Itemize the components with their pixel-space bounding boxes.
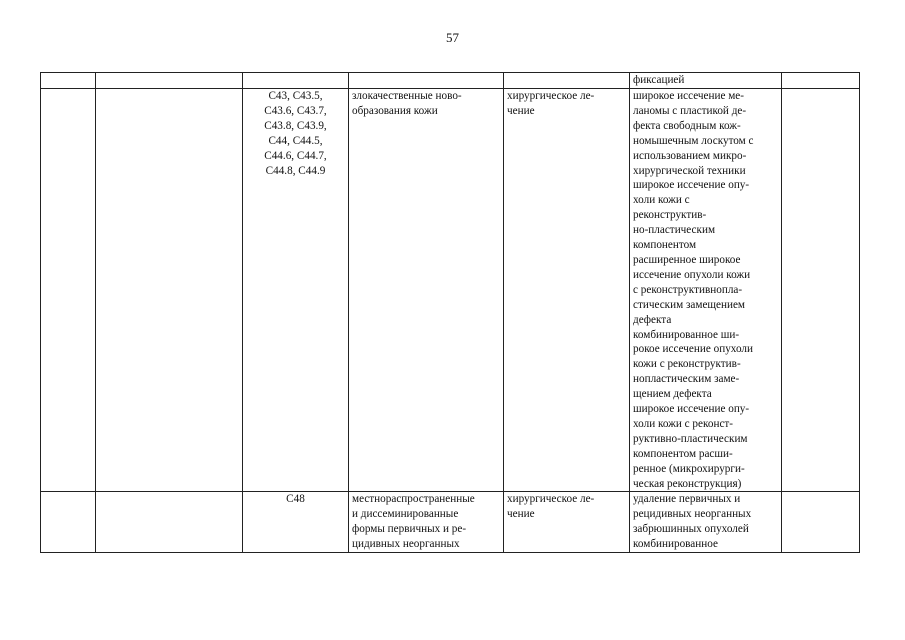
table-cell-number [41, 492, 96, 553]
table-cell-number [41, 89, 96, 492]
table-cell-treatment-type: хирургическое ле- чение [504, 89, 630, 492]
table-cell-cost [782, 89, 860, 492]
table-cell-group [96, 89, 243, 492]
table-cell-diagnosis: злокачественные ново- образования кожи [349, 89, 504, 492]
table-cell-treatment-type [504, 73, 630, 89]
table-cell-treatment-type: хирургическое ле- чение [504, 492, 630, 553]
table-cell-icd-codes [243, 73, 349, 89]
table-cell-treatment-method: широкое иссечение ме- ланомы с пластикой де- фекта свободным кож- номышечным лоскутом с использованием микро- хирургической техники широкое иссечение опу- холи кожи с реконструктив- но-пластическим компонентом расширенное широкое иссечение опухоли кожи с реконструктивнопла- стическим замещением дефекта комбинированное ши- рокое иссечение опухоли кожи с реконструктив- нопластическим заме- щением дефекта широкое иссечение опу- холи кожи с реконст- руктивно-пластическим компонентом расши- ренное (микрохирурги- ческая реконструкция) [630, 89, 782, 492]
table-cell-group [96, 73, 243, 89]
table-row [41, 73, 860, 89]
table-row [41, 89, 860, 492]
table-cell-treatment-method: фиксацией [630, 73, 782, 89]
table-cell-icd-codes: C43, C43.5, C43.6, C43.7, C43.8, C43.9, C44, C44.5, C44.6, C44.7, C44.8, C44.9 [243, 89, 349, 492]
table-cell-icd-codes: C48 [243, 492, 349, 553]
table-cell-cost [782, 492, 860, 553]
table-cell-diagnosis: местнораспространенные и диссеминированные формы первичных и ре- цидивных неорганных [349, 492, 504, 553]
table-cell-group [96, 492, 243, 553]
medical-procedures-table [40, 72, 860, 553]
table-cell-diagnosis [349, 73, 504, 89]
table-cell-number [41, 73, 96, 89]
table-cell-treatment-method: удаление первичных и рецидивных неорганных забрюшинных опухолей комбинированное [630, 492, 782, 553]
table-cell-cost [782, 73, 860, 89]
table-row [41, 492, 860, 553]
page-number: 57 [446, 30, 459, 45]
